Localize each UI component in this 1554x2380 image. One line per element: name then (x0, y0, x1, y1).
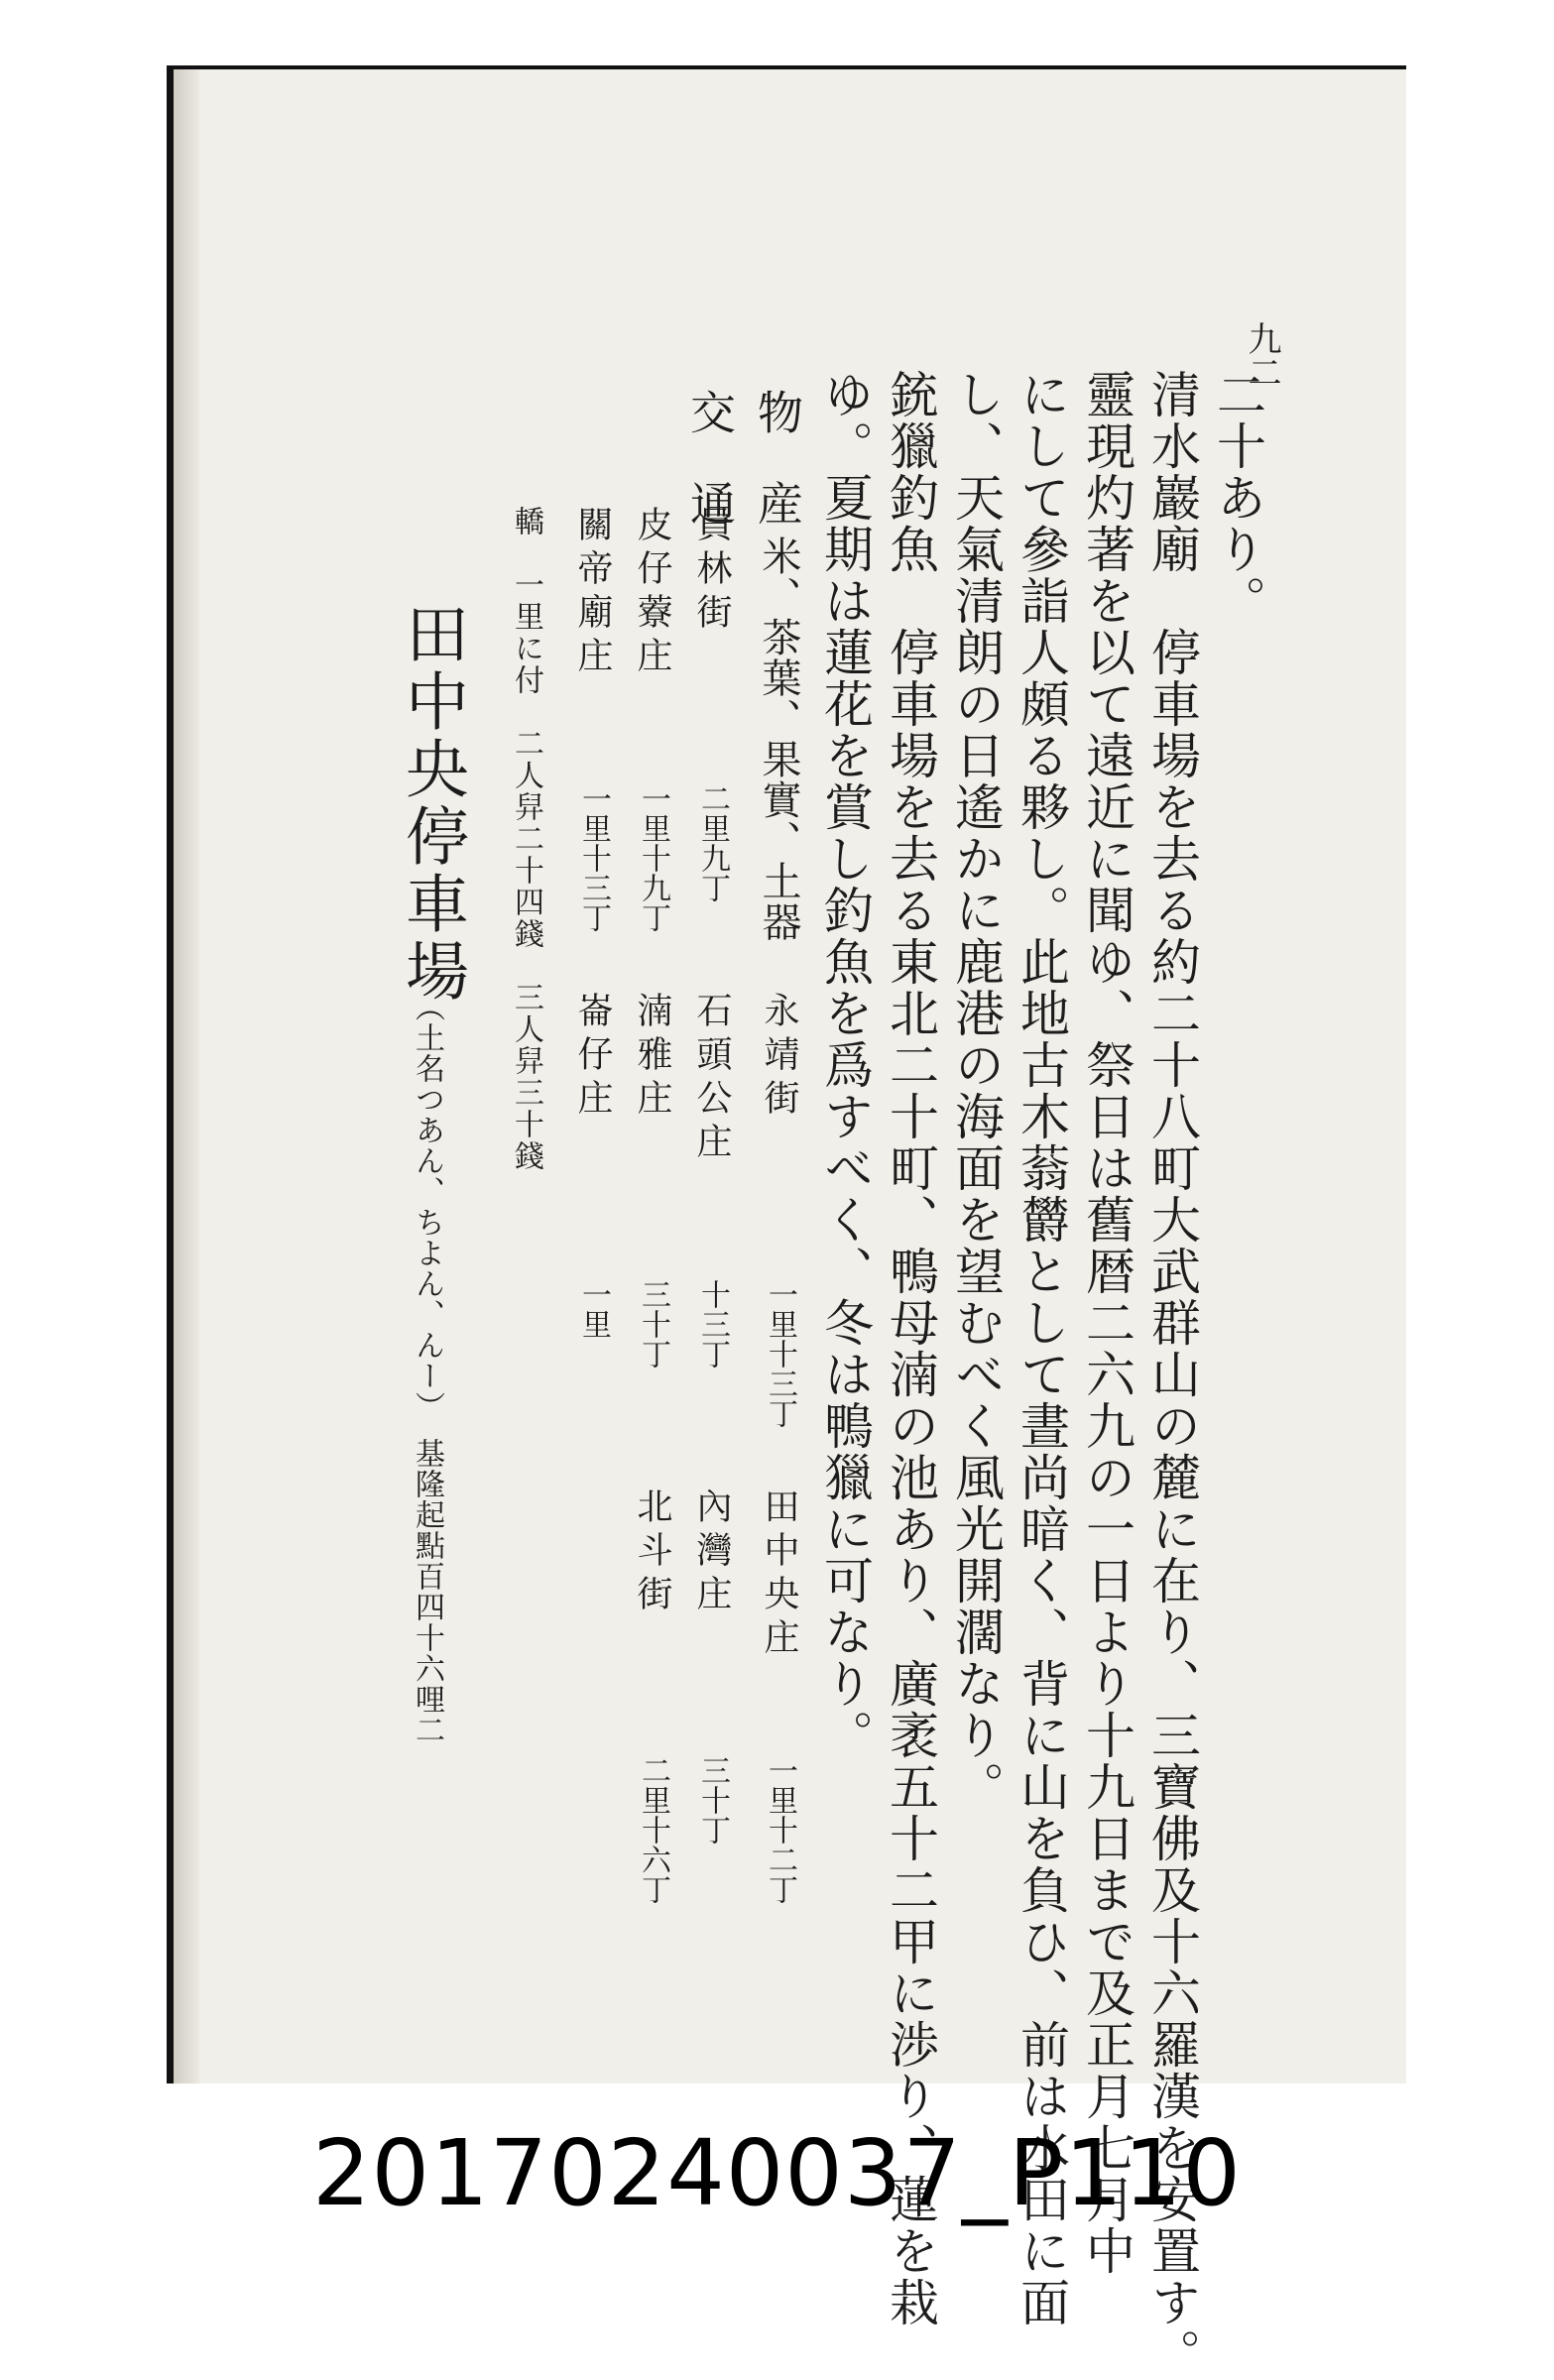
dist-beidou: 二里十六丁 (636, 1755, 670, 1904)
station-distance: 基隆起點百四十六哩二 (410, 1438, 444, 1745)
dist-yuanlin: 二里九丁 (695, 783, 730, 902)
page-gutter (174, 69, 199, 2083)
body-line-1: 二十あり。 (1209, 369, 1266, 627)
dist-neiwan: 三十丁 (695, 1755, 730, 1844)
place-lunzai: 崙仔庄 (572, 992, 613, 1123)
body-line-6: 銃獵釣魚 停車場を去る東北二十町、鴨母湳の池あり、廣袤五十二甲に渉り、蓮を栽 (882, 369, 939, 2328)
sedan-fare: 轎 一里に付 二人舁二十四錢 三人舁三十錢 (509, 506, 543, 1172)
place-nanya: 湳雅庄 (632, 992, 672, 1123)
station-native-name: （土名つあん、ちよん、んー） (410, 992, 444, 1422)
body-line-2: 清水巖廟 停車場を去る約二十八町大武群山の麓に在り、三寶佛及十六羅漢を安置す。 (1143, 369, 1201, 2380)
transport-heading: 交 通 (683, 389, 737, 526)
products-items: 米、茶葉、果實、土器 (756, 536, 801, 942)
body-line-3: 靈現灼著を以て遠近に聞ゆ、祭日は舊暦二六九の一日より十九日まで及正月七月中 (1078, 369, 1136, 2277)
place-yongjing: 永靖街 (759, 992, 799, 1123)
body-line-4: にして參詣人頗る夥し。此地古木蓊欝として晝尚暗く、背に山を負ひ、前は水田に面 (1013, 369, 1070, 2328)
dist-tianzhongyang: 一里十二丁 (763, 1755, 797, 1904)
place-beidou: 北斗街 (632, 1488, 672, 1618)
dist-guandimiao: 一里十三丁 (576, 783, 611, 932)
products-heading: 物 産 (751, 389, 804, 526)
station-title: 田中央停車場 (395, 601, 468, 1006)
place-shitougong: 石頭公庄 (691, 992, 732, 1166)
place-guandimiao: 關帝廟庄 (572, 506, 613, 680)
dist-lunzai: 一里 (576, 1279, 611, 1339)
dist-nanya: 三十丁 (636, 1279, 670, 1368)
dist-shitougong: 十三丁 (695, 1279, 730, 1368)
dist-yongjing: 一里十三丁 (763, 1279, 797, 1428)
place-yuanlin: 員林街 (691, 506, 732, 637)
body-line-5: し、天氣清朗の日遙かに鹿港の海面を望むべく風光開濶なり。 (947, 369, 1005, 1813)
dist-pizailiao: 一里十九丁 (636, 783, 670, 932)
place-tianzhongyang: 田中央庄 (759, 1488, 799, 1662)
body-line-7: ゆ。夏期は蓮花を賞し釣魚を爲すべく、冬は鴨獵に可なり。 (816, 369, 874, 1761)
place-neiwan: 內灣庄 (691, 1488, 732, 1618)
place-pizailiao: 皮仔藔庄 (632, 506, 672, 680)
page-number: 九二 (1242, 321, 1281, 389)
image-caption: 20170240037_P110 (312, 2120, 1242, 2226)
